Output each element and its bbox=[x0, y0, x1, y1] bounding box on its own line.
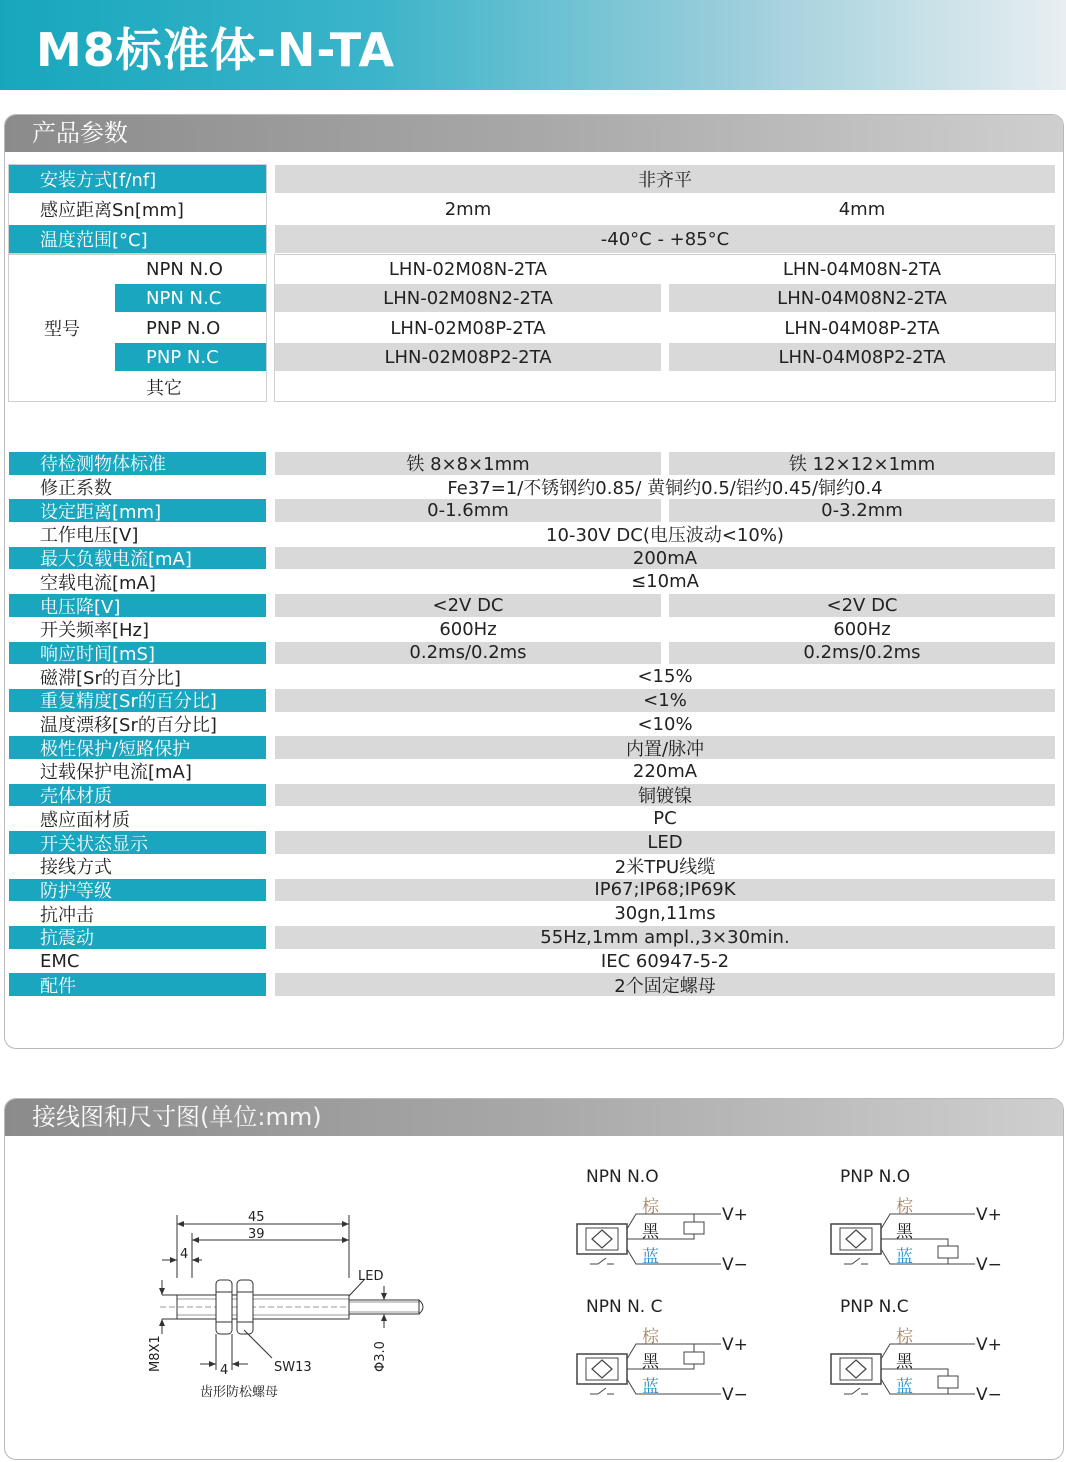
model-number: LHN-02M08P-2TA bbox=[275, 314, 661, 342]
spec-label: 电压降[V] bbox=[9, 594, 266, 617]
wiring-title: PNP N.C bbox=[840, 1297, 909, 1317]
diagram-unit: (单位:mm) bbox=[200, 1103, 322, 1131]
model-sub-label: PNP N.C bbox=[115, 343, 266, 371]
spec-label: 极性保护/短路保护 bbox=[9, 736, 266, 759]
spec-value: 铁 8×8×1mm bbox=[275, 452, 661, 475]
spec-value: 600Hz bbox=[669, 618, 1055, 641]
spec-label: 开关状态显示 bbox=[9, 831, 266, 854]
v-minus-label: V− bbox=[722, 1255, 748, 1275]
wire-brown-label: 棕 bbox=[642, 1327, 659, 1347]
wire-brown-label: 棕 bbox=[896, 1327, 913, 1347]
spec-label: 防护等级 bbox=[9, 879, 266, 902]
diagram-title: 接线图和尺寸图 bbox=[32, 1103, 200, 1131]
cable-dia-label: Φ3.0 bbox=[373, 1341, 388, 1372]
spec-value: 0.2ms/0.2ms bbox=[275, 642, 661, 665]
spec-value: 内置/脉冲 bbox=[275, 736, 1055, 759]
spec-label: 重复精度[Sr的百分比] bbox=[9, 689, 266, 712]
nut-label: 齿形防松螺母 bbox=[200, 1385, 279, 1400]
spec-value: <2V DC bbox=[275, 594, 661, 617]
model-number: LHN-04M08P-2TA bbox=[669, 314, 1055, 342]
spec-value: 非齐平 bbox=[275, 165, 1055, 193]
model-number: LHN-04M08P2-2TA bbox=[669, 343, 1055, 371]
v-plus-label: V+ bbox=[722, 1205, 748, 1225]
spec-value: -40°C - +85°C bbox=[275, 225, 1055, 253]
model-number: LHN-02M08P2-2TA bbox=[275, 343, 661, 371]
spec-label: 最大负载电流[mA] bbox=[9, 547, 266, 570]
spec-value: 30gn,11ms bbox=[275, 902, 1055, 925]
spec-label: 设定距离[mm] bbox=[9, 499, 266, 522]
dim-4-bottom: 4 bbox=[220, 1363, 229, 1378]
spec-value: 600Hz bbox=[275, 618, 661, 641]
wire-black-label: 黑 bbox=[642, 1222, 659, 1242]
wire-blue-label: 蓝 bbox=[642, 1377, 659, 1397]
spec-value: 2个固定螺母 bbox=[275, 973, 1055, 996]
spec-label: 感应距离Sn[mm] bbox=[9, 195, 266, 223]
spec-value: <2V DC bbox=[669, 594, 1055, 617]
spec-value: 0.2ms/0.2ms bbox=[669, 642, 1055, 665]
v-plus-label: V+ bbox=[976, 1205, 1002, 1225]
spec-value: PC bbox=[275, 808, 1055, 831]
spec-value: Fe37=1/不锈钢约0.85/ 黄铜约0.5/铝约0.45/铜约0.4 bbox=[275, 476, 1055, 499]
wiring-diagram bbox=[830, 1290, 1030, 1410]
model-number: LHN-02M08N2-2TA bbox=[275, 284, 661, 312]
wire-black-label: 黑 bbox=[642, 1352, 659, 1372]
dim-45: 45 bbox=[248, 1210, 265, 1225]
spec-label: EMC bbox=[9, 950, 266, 973]
wire-blue-label: 蓝 bbox=[642, 1247, 659, 1267]
wire-brown-label: 棕 bbox=[642, 1197, 659, 1217]
wiring-diagram bbox=[576, 1290, 776, 1410]
spec-label: 温度范围[°C] bbox=[9, 225, 266, 253]
model-number: LHN-04M08N2-2TA bbox=[669, 284, 1055, 312]
spec-label: 感应面材质 bbox=[9, 808, 266, 831]
led-label: LED bbox=[358, 1269, 384, 1284]
spec-label: 接线方式 bbox=[9, 855, 266, 878]
v-plus-label: V+ bbox=[722, 1335, 748, 1355]
spec-value: 0-1.6mm bbox=[275, 499, 661, 522]
v-minus-label: V− bbox=[722, 1385, 748, 1405]
wiring-title: NPN N. C bbox=[586, 1297, 663, 1317]
spec-label: 开关频率[Hz] bbox=[9, 618, 266, 641]
spec-value: LED bbox=[275, 831, 1055, 854]
model-sub-label: NPN N.C bbox=[115, 284, 266, 312]
spec-panel-header: 产品参数 bbox=[5, 115, 1063, 152]
wiring-title: NPN N.O bbox=[586, 1167, 659, 1187]
model-sub-label: PNP N.O bbox=[115, 314, 266, 342]
spec-value: IEC 60947-5-2 bbox=[275, 950, 1055, 973]
spec-value: 220mA bbox=[275, 760, 1055, 783]
model-number bbox=[275, 373, 1055, 401]
spec-value: <1% bbox=[275, 689, 1055, 712]
wire-blue-label: 蓝 bbox=[896, 1247, 913, 1267]
dimension-drawing bbox=[140, 1200, 440, 1410]
wire-black-label: 黑 bbox=[896, 1222, 913, 1242]
wire-blue-label: 蓝 bbox=[896, 1377, 913, 1397]
wiring-diagram bbox=[576, 1160, 776, 1280]
spec-value: 铁 12×12×1mm bbox=[669, 452, 1055, 475]
spec-label: 壳体材质 bbox=[9, 784, 266, 807]
spec-label: 响应时间[mS] bbox=[9, 642, 266, 665]
spec-label: 温度漂移[Sr的百分比] bbox=[9, 713, 266, 736]
v-minus-label: V− bbox=[976, 1255, 1002, 1275]
title-banner bbox=[0, 0, 1066, 90]
model-sub-label: NPN N.O bbox=[115, 255, 266, 283]
spec-label: 抗冲击 bbox=[9, 902, 266, 925]
spec-value: IP67;IP68;IP69K bbox=[275, 879, 1055, 902]
spec-value: 2米TPU线缆 bbox=[275, 855, 1055, 878]
spec-value: ≤10mA bbox=[275, 571, 1055, 594]
spec-label: 工作电压[V] bbox=[9, 523, 266, 546]
spec-value: 10-30V DC(电压波动<10%) bbox=[275, 523, 1055, 546]
spec-label: 过载保护电流[mA] bbox=[9, 760, 266, 783]
sw-label: SW13 bbox=[274, 1360, 312, 1375]
spec-value: 200mA bbox=[275, 547, 1055, 570]
v-plus-label: V+ bbox=[976, 1335, 1002, 1355]
spec-value: 4mm bbox=[669, 195, 1055, 223]
spec-label: 修正系数 bbox=[9, 476, 266, 499]
spec-value: 55Hz,1mm ampl.,3×30min. bbox=[275, 926, 1055, 949]
v-minus-label: V− bbox=[976, 1385, 1002, 1405]
wire-brown-label: 棕 bbox=[896, 1197, 913, 1217]
spec-label: 抗震动 bbox=[9, 926, 266, 949]
model-number: LHN-04M08N-2TA bbox=[669, 255, 1055, 283]
wiring-title: PNP N.O bbox=[840, 1167, 911, 1187]
dim-4-top: 4 bbox=[180, 1247, 189, 1262]
spec-label: 配件 bbox=[9, 973, 266, 996]
spec-label: 磁滞[Sr的百分比] bbox=[9, 665, 266, 688]
diagram-panel-header bbox=[5, 1099, 1063, 1136]
spec-value: 0-3.2mm bbox=[669, 499, 1055, 522]
spec-label: 待检测物体标准 bbox=[9, 452, 266, 475]
spec-value: 2mm bbox=[275, 195, 661, 223]
spec-label: 安装方式[f/nf] bbox=[9, 165, 266, 193]
spec-value: <10% bbox=[275, 713, 1055, 736]
wiring-diagram bbox=[830, 1160, 1030, 1280]
model-number: LHN-02M08N-2TA bbox=[275, 255, 661, 283]
spec-label: 空载电流[mA] bbox=[9, 571, 266, 594]
model-sub-label: 其它 bbox=[115, 373, 266, 401]
wire-black-label: 黑 bbox=[896, 1352, 913, 1372]
model-group-label: 型号 bbox=[9, 255, 115, 400]
dim-39: 39 bbox=[248, 1227, 265, 1242]
spec-value: <15% bbox=[275, 665, 1055, 688]
thread-label: M8X1 bbox=[148, 1335, 163, 1372]
page-title: M8标准体-N-TA bbox=[36, 23, 396, 77]
spec-value: 铜镀镍 bbox=[275, 784, 1055, 807]
